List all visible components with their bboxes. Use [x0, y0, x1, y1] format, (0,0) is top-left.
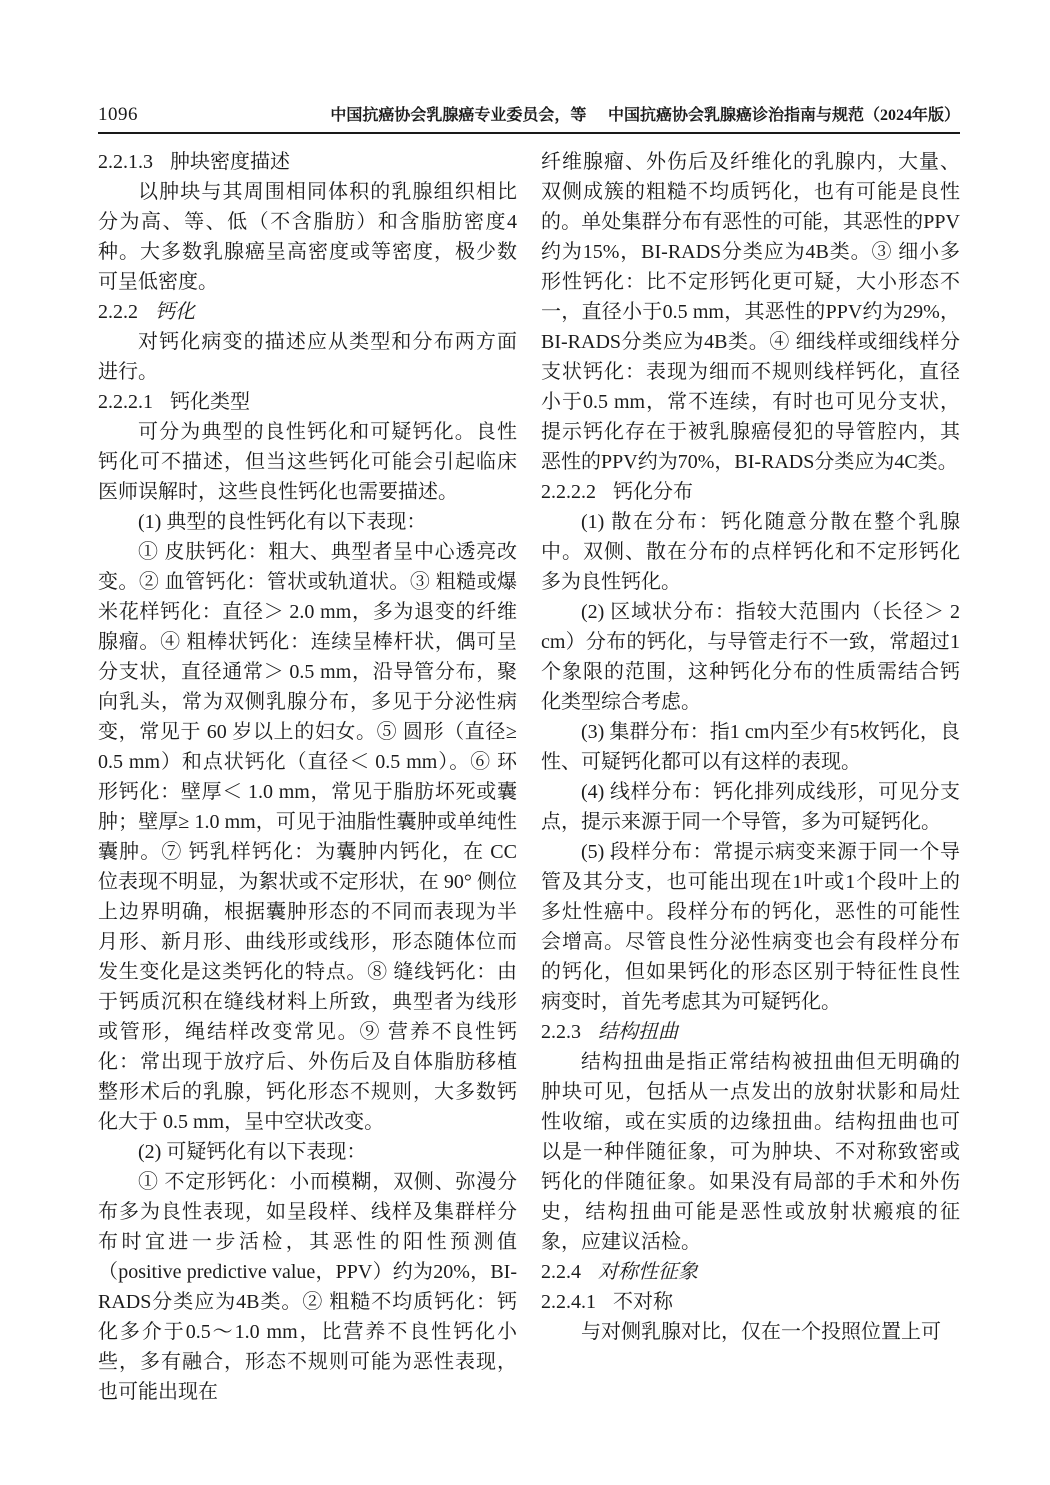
section-title: 对称性征象: [598, 1261, 698, 1283]
running-head-authors: 中国抗癌协会乳腺癌专业委员会，等: [330, 107, 587, 124]
section-title: 钙化分布: [613, 481, 693, 503]
section-title: 结构扭曲: [598, 1021, 678, 1043]
page-header: [98, 102, 960, 130]
section-heading-2-2-4-1: [541, 1287, 960, 1317]
section-number: 2.2.3: [541, 1021, 581, 1043]
paragraph: 与对侧乳腺对比，仅在一个投照位置上可: [581, 1321, 941, 1343]
header-rule: [98, 132, 960, 134]
paragraph: 结构扭曲是指正常结构被扭曲但无明确的肿块可见，包括从一点发出的放射状影和局灶性收缩，或在实质的边缘扭曲。结构扭曲也可以是一种伴随征象，可为肿块、不对称致密或钙化的伴随征象。如果没有局部的手术和外伤史，结构扭曲可能是恶性或放射状瘢痕的征象，应建议活检。: [541, 1051, 960, 1253]
section-heading-2-2-1-3: [98, 147, 517, 177]
section-number: 2.2.1.3: [98, 151, 153, 173]
running-head-journal-title: 中国抗癌协会乳腺癌诊治指南与规范（2024年版）: [607, 107, 960, 124]
paragraph: 以肿块与其周围相同体积的乳腺组织相比分为高、等、低（不含脂肪）和含脂肪密度4种。大多数乳腺癌呈高密度或等密度，极少数可呈低密度。: [98, 181, 517, 293]
section-heading-2-2-3: [541, 1017, 960, 1047]
paragraph: (4) 线样分布：钙化排列成线形，可见分支点，提示来源于同一个导管，多为可疑钙化。: [541, 781, 960, 833]
paragraph: (2) 区域状分布：指较大范围内（长径＞ 2 cm）分布的钙化，与导管走行不一致，常超过1个象限的范围，这种钙化分布的性质需结合钙化类型综合考虑。: [541, 601, 960, 713]
section-number: 2.2.2.2: [541, 481, 596, 503]
paragraph: 对钙化病变的描述应从类型和分布两方面进行。: [98, 331, 517, 383]
section-number: 2.2.2: [98, 301, 138, 323]
section-heading-2-2-2-1: [98, 387, 517, 417]
left-column: [98, 147, 517, 1407]
section-number: 2.2.4: [541, 1261, 581, 1283]
section-heading-2-2-2-2: [541, 477, 960, 507]
two-column-body: [98, 147, 960, 1407]
page-number: 1096: [98, 104, 138, 125]
paragraph: (1) 典型的良性钙化有以下表现：: [138, 511, 427, 533]
paragraph: (2) 可疑钙化有以下表现：: [138, 1141, 367, 1163]
paragraph: (1) 散在分布：钙化随意分散在整个乳腺中。双侧、散在分布的点样钙化和不定形钙化多为良性钙化。: [541, 511, 960, 593]
paragraph-continuation: 纤维腺瘤、外伤后及纤维化的乳腺内，大量、双侧成簇的粗糙不均质钙化，也有可能是良性的。单处集群分布有恶性的可能，其恶性的PPV约为15%，BI-RADS分类应为4B类。③ 细小多形性钙化：比不定形钙化更可疑，大小形态不一，直径小于0.5 mm，其恶性的PPV约为29%，BI-RADS分类应为4B类。④ 细线样或细线样分支状钙化：表现为细而不规则线样钙化，直径小于0.5 mm，常不连续，有时也可见分支状，提示钙化存在于被乳腺癌侵犯的导管腔内，其恶性的PPV约为70%，BI-RADS分类应为4C类。: [541, 151, 960, 473]
paragraph: ① 皮肤钙化：粗大、典型者呈中心透亮改变。② 血管钙化：管状或轨道状。③ 粗糙或爆米花样钙化：直径＞ 2.0 mm，多为退变的纤维腺瘤。④ 粗棒状钙化：连续呈棒杆状，偶可呈分支状，直径通常＞ 0.5 mm，沿导管分布，聚向乳头，常为双侧乳腺分布，多见于分泌性病变，常见于 60 岁以上的妇女。⑤ 圆形（直径≥ 0.5 mm）和点状钙化（直径＜ 0.5 mm）。⑥ 环形钙化：壁厚＜ 1.0 mm，常见于脂肪坏死或囊肿；壁厚≥ 1.0 mm，可见于油脂性囊肿或单纯性囊肿。⑦ 钙乳样钙化：为囊肿内钙化，在 CC 位表现不明显，为絮状或不定形状，在 90° 侧位上边界明确，根据囊肿形态的不同而表现为半月形、新月形、曲线形或线形，形态随体位而发生变化是这类钙化的特点。⑧ 缝线钙化：由于钙质沉积在缝线材料上所致，典型者为线形或管形，绳结样改变常见。⑨ 营养不良性钙化：常出现于放疗后、外伤后及自体脂肪移植整形术后的乳腺，钙化形态不规则，大多数钙化大于 0.5 mm，呈中空状改变。: [98, 541, 517, 1133]
section-title: 钙化: [155, 301, 195, 323]
paragraph: (5) 段样分布：常提示病变来源于同一个导管及其分支，也可能出现在1叶或1个段叶上的多灶性癌中。段样分布的钙化，恶性的可能性会增高。尽管良性分泌性病变也会有段样分布的钙化，但如果钙化的形态区别于特征性良性病变时，首先考虑其为可疑钙化。: [541, 841, 960, 1013]
paragraph: 可分为典型的良性钙化和可疑钙化。良性钙化可不描述，但当这些钙化可能会引起临床医师误解时，这些良性钙化也需要描述。: [98, 421, 517, 503]
right-column: [541, 147, 960, 1407]
section-number: 2.2.4.1: [541, 1291, 596, 1313]
paragraph: ① 不定形钙化：小而模糊，双侧、弥漫分布多为良性表现，如呈段样、线样及集群样分布时宜进一步活检，其恶性的阳性预测值（positive predictive value，PPV）约为20%，BI-RADS分类应为4B类。② 粗糙不均质钙化：钙化多介于0.5～1.0 mm，比营养不良性钙化小些，多有融合，形态不规则可能为恶性表现，也可能出现在: [98, 1171, 517, 1403]
section-heading-2-2-2: [98, 297, 517, 327]
section-number: 2.2.2.1: [98, 391, 153, 413]
section-heading-2-2-4: [541, 1257, 960, 1287]
paragraph: (3) 集群分布：指1 cm内至少有5枚钙化，良性、可疑钙化都可以有这样的表现。: [541, 721, 960, 773]
section-title: 不对称: [613, 1291, 673, 1313]
running-head: [330, 102, 960, 125]
section-title: 肿块密度描述: [170, 151, 290, 173]
section-title: 钙化类型: [170, 391, 250, 413]
